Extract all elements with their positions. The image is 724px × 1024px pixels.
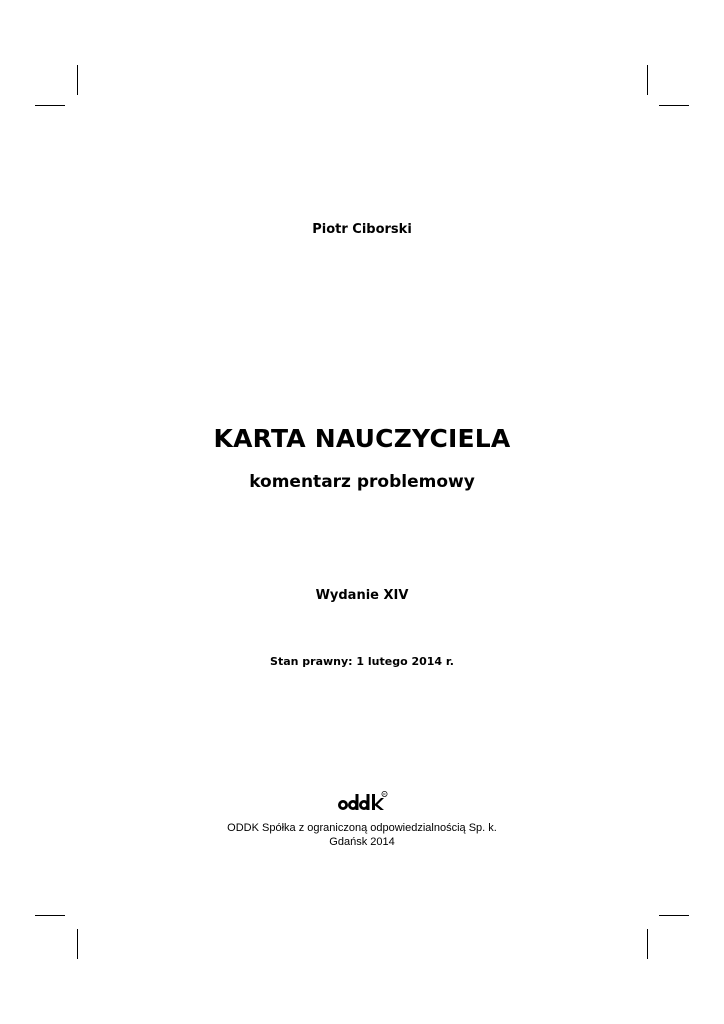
crop-mark-top-left-horizontal bbox=[35, 105, 65, 106]
oddk-logo-icon bbox=[336, 790, 388, 814]
book-subtitle: komentarz problemowy bbox=[249, 472, 475, 492]
publisher-name: ODDK Spółka z ograniczoną odpowiedzialnością Sp. k. bbox=[227, 822, 497, 834]
svg-text:R: R bbox=[383, 792, 386, 797]
crop-mark-bottom-left-vertical bbox=[77, 929, 78, 959]
crop-mark-bottom-right-horizontal bbox=[659, 915, 689, 916]
publisher-city-year: Gdańsk 2014 bbox=[329, 836, 395, 848]
crop-mark-top-right-vertical bbox=[647, 65, 648, 95]
book-title: KARTA NAUCZYCIELA bbox=[213, 424, 511, 453]
author-name: Piotr Ciborski bbox=[312, 222, 412, 237]
oddk-logo bbox=[336, 790, 388, 814]
crop-mark-bottom-right-vertical bbox=[647, 929, 648, 959]
crop-mark-top-left-vertical bbox=[77, 65, 78, 95]
crop-mark-bottom-left-horizontal bbox=[35, 915, 65, 916]
edition-label: Wydanie XIV bbox=[315, 588, 409, 603]
crop-mark-top-right-horizontal bbox=[659, 105, 689, 106]
legal-status: Stan prawny: 1 lutego 2014 r. bbox=[270, 655, 454, 668]
